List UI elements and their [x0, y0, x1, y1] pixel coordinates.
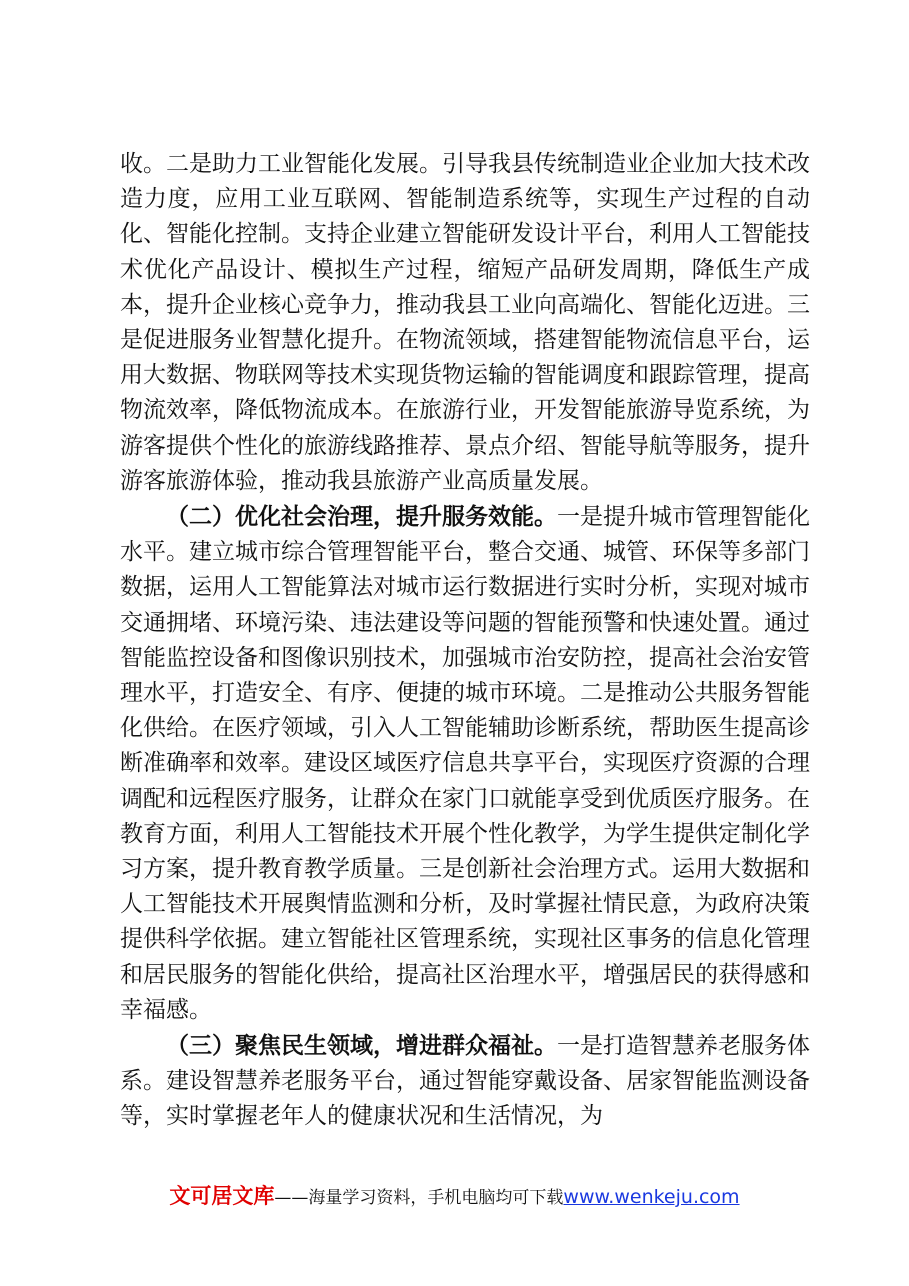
footer-slogan: ——海量学习资料，手机电脑均可下载	[274, 1188, 564, 1208]
paragraph-continuation	[120, 146, 810, 499]
body-text	[120, 146, 810, 1135]
paragraph-heading: （二）优化社会治理，提升服务效能。	[166, 503, 557, 531]
paragraph-livelihood	[120, 1028, 810, 1135]
footer-site-link[interactable]: www.wenkeju.com	[563, 1186, 740, 1208]
paragraph-social-governance	[120, 499, 810, 1028]
footer-brand: 文可居文库	[169, 1184, 275, 1208]
paragraph-heading: （三）聚焦民生领域，增进群众福祉。	[166, 1032, 557, 1060]
footer-banner	[0, 1180, 909, 1210]
paragraph-body: 一是提升城市管理智能化水平。建立城市综合管理智能平台，整合交通、城管、环保等多部门数据，运用人工智能算法对城市运行数据进行实时分析，实现对城市交通拥堵、环境污染、违法建设等问题的智能预警和快速处置。通过智能监控设备和图像识别技术，加强城市治安防控，提高社会治安管理水平，打造安全、有序、便捷的城市环境。二是推动公共服务智能化供给。在医疗领域，引入人工智能辅助诊断系统，帮助医生提高诊断准确率和效率。建设区域医疗信息共享平台，实现医疗资源的合理调配和远程医疗服务，让群众在家门口就能享受到优质医疗服务。在教育方面，利用人工智能技术开展个性化教学，为学生提供定制化学习方案，提升教育教学质量。三是创新社会治理方式。运用大数据和人工智能技术开展舆情监测和分析，及时掌握社情民意，为政府决策提供科学依据。建立智能社区管理系统，实现社区事务的信息化管理和居民服务的智能化供给，提高社区治理水平，增强居民的获得感和幸福感。	[120, 504, 810, 1023]
paragraph-body: 收。二是助力工业智能化发展。引导我县传统制造业企业加大技术改造力度，应用工业互联网、智能制造系统等，实现生产过程的自动化、智能化控制。支持企业建立智能研发设计平台，利用人工智能技术优化产品设计、模拟生产过程，缩短产品研发周期，降低生产成本，提升企业核心竞争力，推动我县工业向高端化、智能化迈进。三是促进服务业智慧化提升。在物流领域，搭建智能物流信息平台，运用大数据、物联网等技术实现货物运输的智能调度和跟踪管理，提高物流效率，降低物流成本。在旅游行业，开发智能旅游导览系统，为游客提供个性化的旅游线路推荐、景点介绍、智能导航等服务，提升游客旅游体验，推动我县旅游产业高质量发展。	[120, 151, 810, 494]
paragraph-body: 一是打造智慧养老服务体系。建设智慧养老服务平台，通过智能穿戴设备、居家智能监测设备等，实时掌握老年人的健康状况和生活情况，为	[120, 1033, 810, 1130]
